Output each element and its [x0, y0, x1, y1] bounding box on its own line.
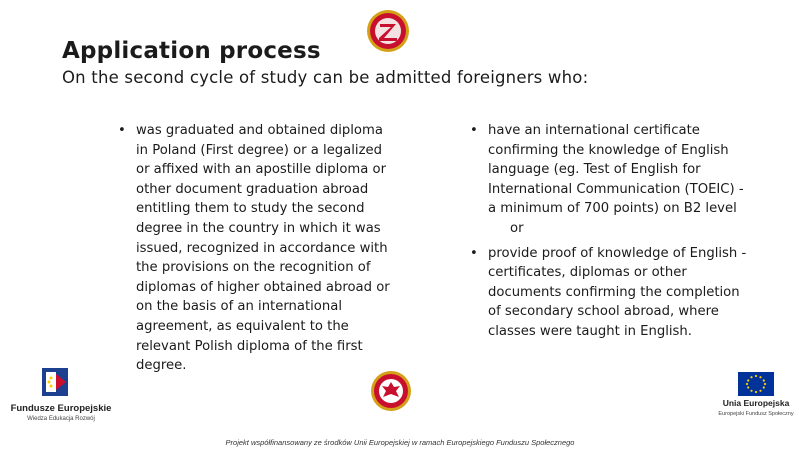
- unia-europejska-title: Unia Europejska: [722, 398, 790, 408]
- unia-europejska-logo: [716, 370, 796, 420]
- fundusze-europejskie-subtitle: Wiedza Edukacja Rozwój: [27, 416, 95, 422]
- list-item: [118, 121, 398, 376]
- list-item: [470, 121, 750, 239]
- fundusze-europejskie-title: Fundusze Europejskie: [10, 403, 112, 414]
- fundusze-europejskie-logo: [6, 366, 116, 424]
- list-item-text: have an international certificate confirming the knowledge of English language (eg. Test of English for International Communication (TOEIC) - a minimum of 700 points) on B2 level: [488, 123, 744, 217]
- page-title: Application process: [62, 38, 321, 64]
- list-item-text: was graduated and obtained diploma in Poland (First degree) or a legalized or affixed with an apostille diploma or other document graduation abroad entitling them to study the second degree in the country in which it was issued, recognized in accordance with the provisions on the recognition of diplomas of higher obtained abroad or on the basis of an international agreement, as equivalent to the relevant Polish diploma of the first degree.: [136, 123, 390, 374]
- funding-footer-text: Projekt współfinansowany ze środków Unii Europejskiej w ramach Europejskiego Funduszu Społecznego: [225, 438, 575, 447]
- bullet-marker: •: [470, 123, 478, 138]
- list-item: [470, 244, 750, 342]
- page-subtitle: On the second cycle of study can be admitted foreigners who:: [62, 68, 589, 87]
- eagle-emblem-icon: [370, 370, 412, 412]
- list-item-text: provide proof of knowledge of English - certificates, diplomas or other documents confirming the completion of secondary school abroad, where classes were taught in English.: [488, 245, 747, 339]
- left-bullet-list: [118, 121, 398, 381]
- university-seal-icon: [366, 9, 410, 53]
- bullet-marker: •: [118, 123, 126, 138]
- bullet-marker: •: [470, 245, 478, 261]
- unia-europejska-subtitle: Europejski Fundusz Społeczny: [718, 411, 794, 417]
- or-connector: or: [510, 220, 524, 236]
- eu-flag-icon: [738, 372, 774, 396]
- fundusze-europejskie-icon: [40, 366, 70, 398]
- right-bullet-list: [470, 121, 750, 347]
